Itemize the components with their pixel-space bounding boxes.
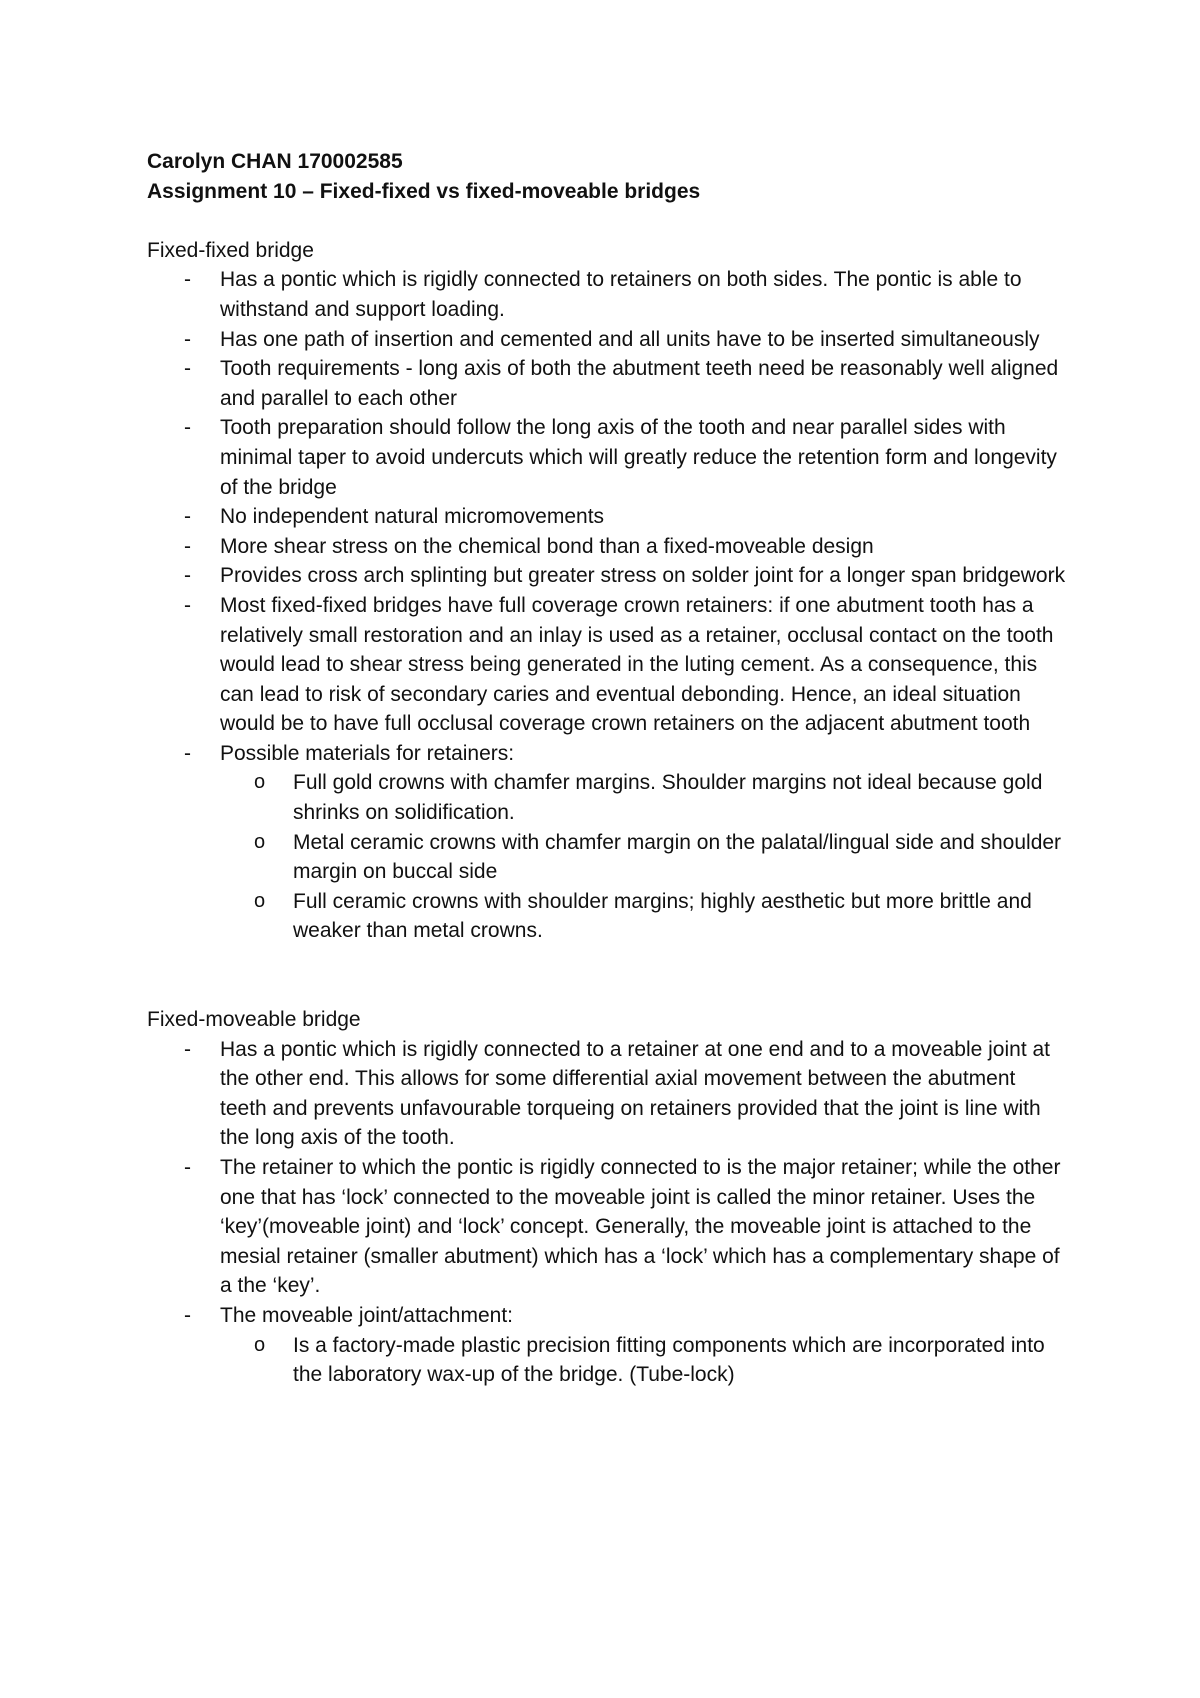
list-item [147, 1035, 1067, 1153]
dash-bullet: - [184, 1156, 191, 1179]
sub-list-item-text: Full gold crowns with chamfer margins. Shoulder margins not ideal because gold shrinks on solidification. [293, 771, 1043, 825]
list-item-text: No independent natural micromovements [220, 505, 605, 529]
dash-bullet: - [184, 564, 191, 588]
fixed-fixed-list [147, 265, 1067, 946]
section-heading-fixed-fixed: Fixed-fixed bridge [147, 238, 314, 262]
dash-bullet: - [184, 741, 191, 765]
dash-bullet: - [184, 327, 191, 351]
fixed-moveable-list [147, 1035, 1067, 1390]
dash-bullet: - [184, 357, 191, 381]
dash-bullet: - [184, 268, 191, 292]
sub-list-item [220, 1331, 1067, 1390]
list-item-text: Provides cross arch splinting but greater stress on solder joint for a longer span bridgework [220, 564, 1066, 588]
list-item-text: The moveable joint/attachment: [220, 1303, 513, 1327]
circle-bullet: o [254, 1333, 266, 1356]
list-item-text: Has a pontic which is rigidly connected to a retainer at one end and to a moveable joint at the other end. This allows for some differential axial movement between the abutment teeth and prevents unfavourable torqueing on retainers provided that the joint is line with the long axis of the tooth. [220, 1037, 1051, 1150]
dash-bullet: - [184, 505, 191, 529]
sub-list-item [220, 887, 1067, 946]
list-item [147, 739, 1067, 946]
document-body [147, 147, 1067, 1390]
list-item-text: Tooth requirements - long axis of both the abutment teeth need be reasonably well aligned and parallel to each other [220, 357, 1059, 410]
dash-bullet: - [184, 416, 191, 440]
list-item [147, 354, 1067, 413]
sub-list-item [220, 768, 1067, 827]
moveable-joint-list [220, 1331, 1067, 1390]
sub-list-item [220, 828, 1067, 887]
list-item-text: Tooth preparation should follow the long axis of the tooth and near parallel sides with minimal taper to avoid undercuts which will greatly reduce the retention form and longevity of the bridge [220, 416, 1057, 499]
list-item [147, 325, 1067, 355]
list-item-text: More shear stress on the chemical bond than a fixed-moveable design [220, 534, 874, 558]
dash-bullet: - [184, 593, 191, 617]
list-item [147, 413, 1067, 502]
list-item [147, 532, 1067, 562]
list-item [147, 1153, 1067, 1301]
sub-list-item-text: Full ceramic crowns with shoulder margins; highly aesthetic but more brittle and weaker than metal crowns. [293, 889, 1032, 943]
circle-bullet: o [254, 771, 266, 794]
list-item-text: Most fixed-fixed bridges have full coverage crown retainers: if one abutment tooth has a relatively small restoration and an inlay is used as a retainer, occlusal contact on the tooth would lead to shear stress being generated in the luting cement. As a consequence, this can lead to risk of secondary caries and eventual debonding. Hence, an ideal situation would be to have full occlusal coverage crown retainers on the adjacent abutment tooth [220, 593, 1054, 736]
assignment-title: Assignment 10 – Fixed-fixed vs fixed-moveable bridges [147, 179, 701, 203]
retainer-materials-list [220, 768, 1067, 946]
author-line: Carolyn CHAN 170002585 [147, 150, 403, 173]
list-item-text: The retainer to which the pontic is rigidly connected to is the major retainer; while the other one that has ‘lock’ connected to the moveable joint is called the minor retainer. Uses the ‘key’(moveable joint) and ‘lock’ concept. Generally, the moveable joint is attached to the mesial retainer (smaller abutment) which has a ‘lock’ which has a complementary shape of a the ‘key’. [220, 1156, 1061, 1298]
blank-line [147, 206, 1067, 236]
section-spacer [147, 946, 1067, 1005]
dash-bullet: - [184, 1037, 191, 1061]
dash-bullet: - [184, 1303, 191, 1327]
list-item-text: Has one path of insertion and cemented and all units have to be inserted simultaneously [220, 327, 1040, 351]
list-item [147, 265, 1067, 324]
list-item [147, 1301, 1067, 1390]
sub-list-item-text: Metal ceramic crowns with chamfer margin on the palatal/lingual side and shoulder margin on buccal side [293, 830, 1062, 884]
circle-bullet: o [254, 889, 266, 912]
list-item-text: Has a pontic which is rigidly connected to retainers on both sides. The pontic is able to withstand and support loading. [220, 268, 1022, 321]
list-item [147, 561, 1067, 591]
list-item [147, 502, 1067, 532]
dash-bullet: - [184, 534, 191, 558]
section-heading-fixed-moveable: Fixed-moveable bridge [147, 1008, 361, 1032]
list-item-text: Possible materials for retainers: [220, 741, 515, 765]
circle-bullet: o [254, 830, 266, 853]
list-item [147, 591, 1067, 739]
sub-list-item-text: Is a factory-made plastic precision fitting components which are incorporated into the laboratory wax-up of the bridge. (Tube-lock) [293, 1333, 1045, 1387]
